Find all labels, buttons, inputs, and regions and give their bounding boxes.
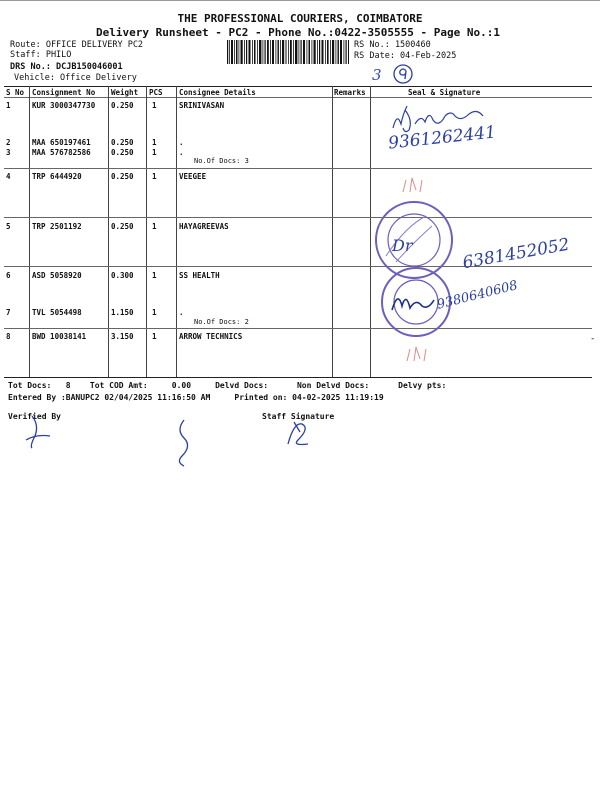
table-top-rule [4, 86, 592, 87]
table-header-rule [4, 97, 592, 98]
row-consignee: . [179, 138, 184, 147]
row-pcs: 1 [152, 308, 157, 317]
row-sno: 3 [6, 148, 11, 157]
col-header-remarks: Remarks [334, 88, 366, 97]
group-note: No.Of Docs: 3 [194, 157, 249, 165]
verified-by-label: Verified By [8, 412, 61, 421]
margin-dash: - [590, 334, 596, 344]
row-weight: 0.250 [111, 172, 134, 181]
red-tick-mark-icon [400, 176, 430, 194]
signature-mark-icon [170, 418, 200, 470]
row-sno: 8 [6, 332, 11, 341]
row-pcs: 1 [152, 101, 157, 110]
staff-signature-label: Staff Signature [262, 412, 335, 421]
row-consignee: HAYAGREEVAS [179, 222, 229, 231]
col-header-consignee: Consignee Details [179, 88, 256, 97]
row-weight: 0.250 [111, 138, 134, 147]
staff-label: Staff: PHILO [10, 50, 72, 60]
col-header-sno: S No [6, 88, 25, 97]
signature-mark: Dr [392, 236, 413, 255]
row-consignment: KUR 3000347730 [32, 101, 96, 110]
circled-mark-icon [390, 62, 418, 86]
row-consignee: . [179, 308, 184, 317]
row-consignee: . [179, 148, 184, 157]
row-consignment: MAA 650197461 [32, 138, 91, 147]
col-header-consignment: Consignment No [32, 88, 96, 97]
staff-signature-icon [284, 418, 314, 450]
handwritten-phone: 9380640608 [435, 278, 520, 313]
row-weight: 0.250 [111, 101, 134, 110]
col-divider [332, 86, 333, 378]
handwritten-phone: 9361262441 [387, 122, 497, 154]
row-rule [4, 217, 592, 218]
row-consignment: TRP 6444920 [32, 172, 82, 181]
rs-number: RS No.: 1500460 [354, 40, 431, 50]
entered-by-line: Entered By :BANUPC2 02/04/2025 11:16:50 AM Printed on: 04-02-2025 11:19:19 [8, 393, 384, 402]
verifier-signature-icon [24, 414, 54, 450]
row-pcs: 1 [152, 222, 157, 231]
row-pcs: 1 [152, 172, 157, 181]
table-bottom-rule [4, 377, 592, 378]
col-header-pcs: PCS [149, 88, 163, 97]
row-pcs: 1 [152, 332, 157, 341]
col-divider [176, 86, 177, 378]
col-header-weight: Weight [111, 88, 139, 97]
handwritten-phone: 6381452052 [461, 234, 572, 274]
col-divider [370, 86, 371, 378]
row-sno: 4 [6, 172, 11, 181]
row-weight: 0.300 [111, 271, 134, 280]
company-title: THE PROFESSIONAL COURIERS, COIMBATORE [177, 12, 423, 25]
row-pcs: 1 [152, 148, 157, 157]
row-pcs: 1 [152, 138, 157, 147]
row-weight: 0.250 [111, 222, 134, 231]
barcode [227, 40, 349, 64]
red-tick-mark-icon [404, 344, 434, 364]
vehicle-label: Vehicle: Office Delivery [14, 73, 137, 83]
col-divider [108, 86, 109, 378]
col-divider [29, 86, 30, 378]
runsheet-subtitle: Delivery Runsheet - PC2 - Phone No.:0422-3505555 - Page No.:1 [96, 26, 500, 39]
row-weight: 1.150 [111, 308, 134, 317]
col-divider [146, 86, 147, 378]
row-sno: 5 [6, 222, 11, 231]
row-pcs: 1 [152, 271, 157, 280]
row-sno: 7 [6, 308, 11, 317]
handwritten-count: 3 [372, 66, 382, 84]
row-consignment: ASD 5058920 [32, 271, 82, 280]
row-consignment: TVL 5054498 [32, 308, 82, 317]
signature-mark-icon [388, 288, 438, 318]
rs-date: RS Date: 04-Feb-2025 [354, 51, 457, 61]
row-consignee: SRINIVASAN [179, 101, 225, 110]
row-consignment: MAA 576782586 [32, 148, 91, 157]
col-header-seal-signature: Seal & Signature [408, 88, 481, 97]
row-rule [4, 168, 592, 169]
totals-line: Tot Docs: 8 Tot COD Amt: 0.00 Delvd Docs: Non Delvd Docs: Delvy pts: [8, 381, 447, 390]
row-consignment: TRP 2501192 [32, 222, 82, 231]
row-sno: 2 [6, 138, 11, 147]
row-sno: 1 [6, 101, 11, 110]
route-label: Route: OFFICE DELIVERY PC2 [10, 40, 144, 50]
row-weight: 0.250 [111, 148, 134, 157]
top-rule [0, 0, 600, 1]
row-consignee: VEEGEE [179, 172, 207, 181]
row-sno: 6 [6, 271, 11, 280]
drs-number: DRS No.: DCJB150046001 [10, 62, 123, 72]
row-rule [4, 328, 592, 329]
row-consignee: ARROW TECHNICS [179, 332, 243, 341]
row-consignment: BWD 10038141 [32, 332, 87, 341]
group-note: No.Of Docs: 2 [194, 318, 249, 326]
row-weight: 3.150 [111, 332, 134, 341]
row-consignee: SS HEALTH [179, 271, 220, 280]
